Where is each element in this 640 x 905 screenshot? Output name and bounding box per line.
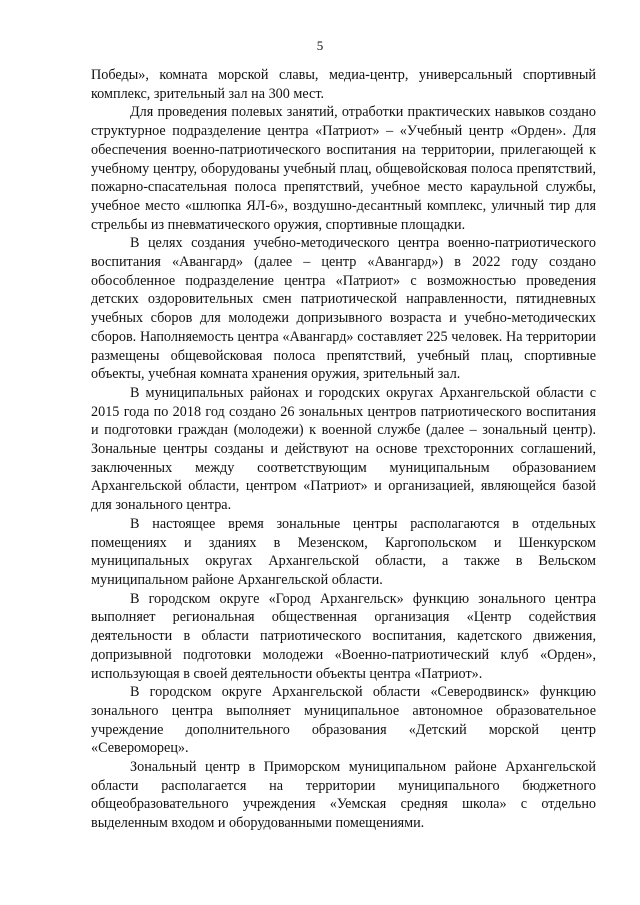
paragraph-8: Зональный центр в Приморском муниципальном районе Архангельской области располагается на территории муниципального бюджетного общеобразовательного учреждения «Уемская средняя школа» с отдельно выделенным входом и оборудованными помещениями. (91, 759, 596, 832)
page-number: 5 (316, 38, 324, 53)
paragraph-1: Победы», комната морской славы, медиа-центр, универсальный спортивный комплекс, зрительный зал на 300 мест. (91, 67, 596, 102)
body-text (91, 66, 596, 833)
paragraph-5: В настоящее время зональные центры располагаются в отдельных помещениях и зданиях в Мезенском, Каргопольском и Шенкурском муниципальных округах Архангельской области, а также в Вельском муниципальном районе Архангельской области. (91, 515, 596, 588)
paragraph-6: В городском округе «Город Архангельск» функцию зонального центра выполняет региональная общественная организация «Центр содействия деятельности в области патриотического воспитания, кадетского движения, допризывной подготовки молодежи «Военно-патриотический клуб «Орден», использующая в своей деятельности объекты центра «Патриот». (91, 590, 596, 682)
paragraph-4: В муниципальных районах и городских округах Архангельской области с 2015 года по 2018 год создано 26 зональных центров патриотического воспитания и подготовки граждан (молодежи) к военной службе (далее – зональный центр). Зональные центры созданы и действуют на основе трехсторонних соглашений, заключенных между соответствующим муниципальным образованием Архангельской области, центром «Патриот» и организацией, являющейся базой для зонального центра. (91, 384, 596, 514)
paragraph-7: В городском округе Архангельской области «Северодвинск» функцию зонального центра выполняет муниципальное автономное образовательное учреждение дополнительного образования «Детский морской центр «Североморец». (91, 684, 596, 757)
paragraph-2: Для проведения полевых занятий, отработки практических навыков создано структурное подразделение центра «Патриот» – «Учебный центр «Орден». Для обеспечения военно-патриотического воспитания на территории, прилегающей к учебному центру, оборудованы учебный плац, общевойсковая полоса препятствий, пожарно-спасательная полоса препятствий, учебное место караульной службы, учебное место «шлюпка ЯЛ-6», воздушно-десантный комплекс, уличный тир для стрельбы из пневматического оружия, спортивные площадки. (91, 104, 596, 233)
paragraph-3: В целях создания учебно-методического центра военно-патриотического воспитания «Авангард» (далее – центр «Авангард») в 2022 году создано обособленное подразделение центра «Патриот» с возможностью проведения детских оздоровительных смен патриотической направленности, пятидневных учебных сборов для молодежи допризывного возраста и учебно-методических сборов. Наполняемость центра «Авангард» составляет 225 человек. На территории размещены общевойсковая полоса препятствий, учебный плац, спортивные объекты, учебная комната хранения оружия, зрительный зал. (91, 235, 596, 383)
